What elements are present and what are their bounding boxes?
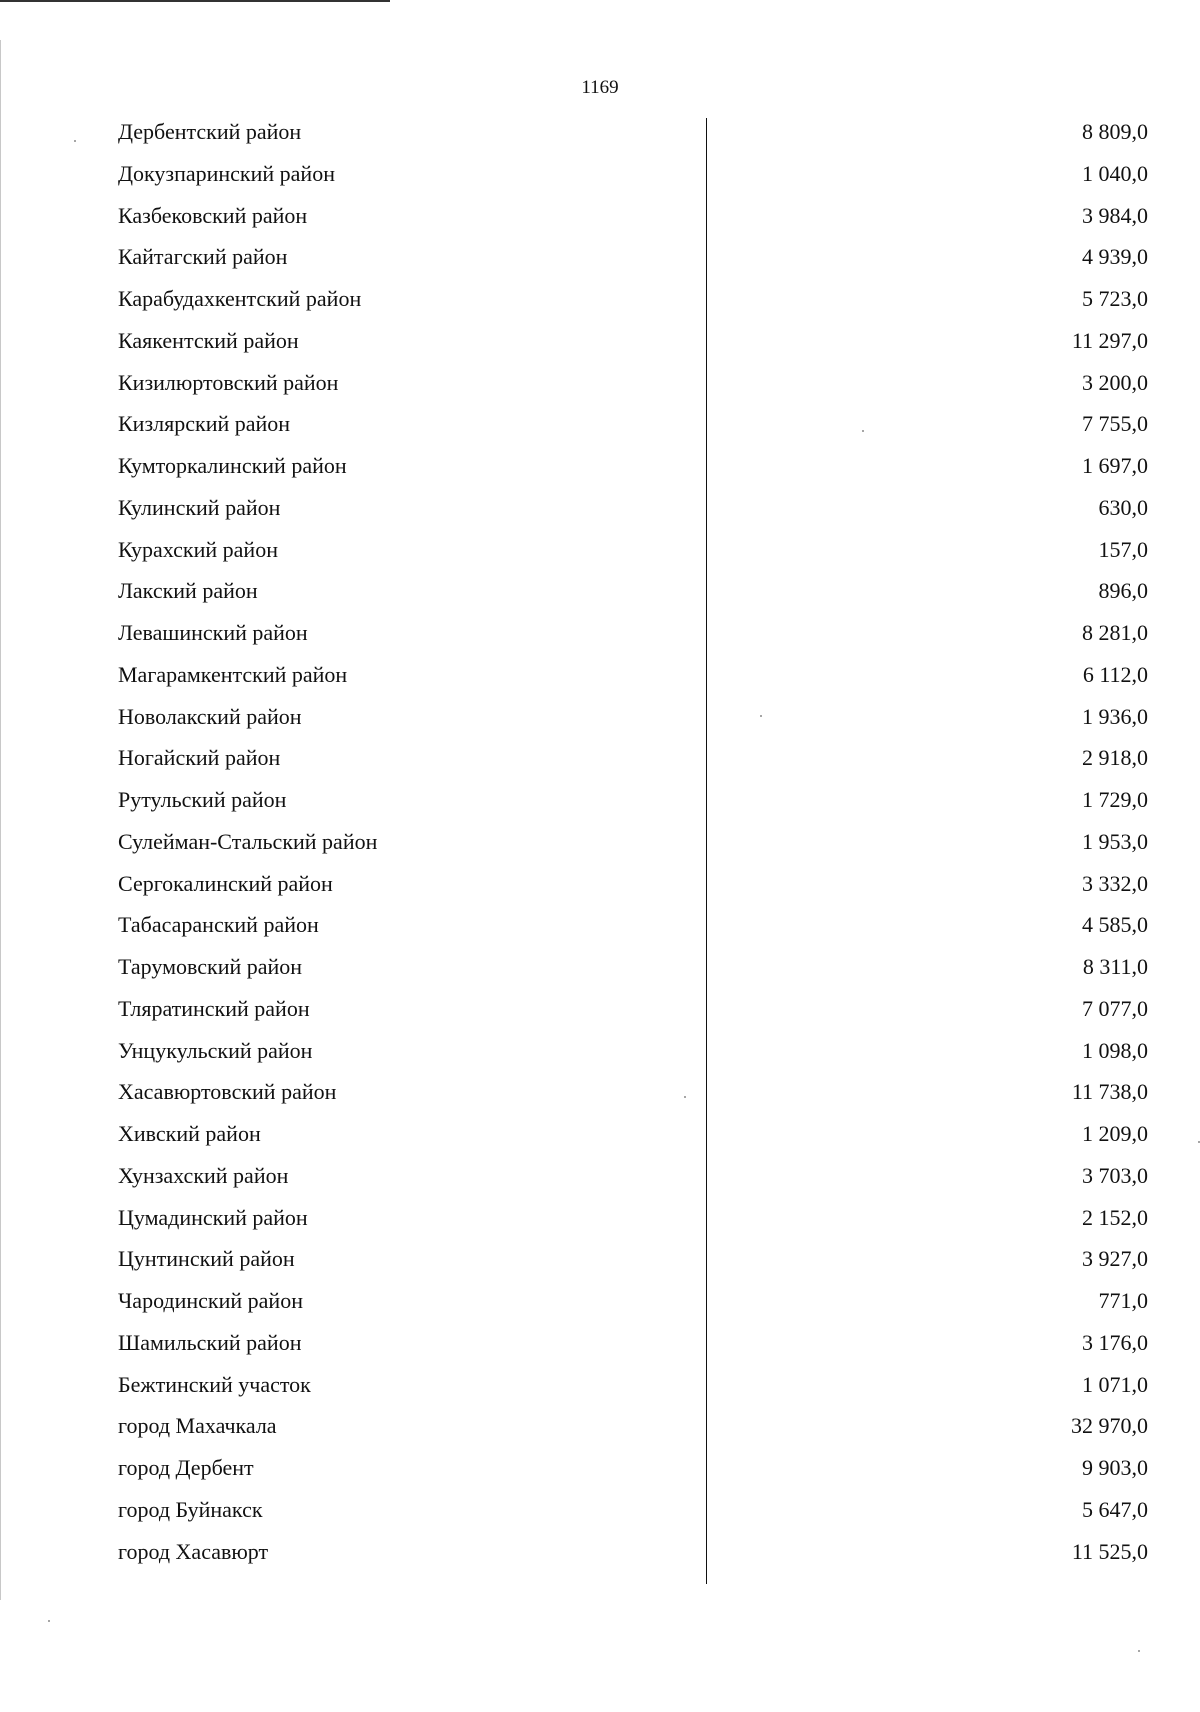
- district-value: 157,0: [1098, 536, 1148, 562]
- page-number: 1169: [581, 77, 619, 98]
- district-name: Каякентский район: [118, 327, 299, 353]
- table-row: [118, 619, 1148, 661]
- district-value: 5 647,0: [1082, 1496, 1148, 1522]
- district-value: 1 098,0: [1082, 1037, 1148, 1063]
- district-name: Рутульский район: [118, 787, 287, 812]
- table-row: [118, 1245, 1148, 1287]
- district-name: город Махачкала: [118, 1413, 277, 1439]
- district-name: город Хасавюрт: [118, 1538, 269, 1564]
- district-name: Цунтинский район: [118, 1246, 295, 1272]
- district-value: 1 209,0: [1082, 1121, 1148, 1146]
- district-name: Чародинский район: [118, 1288, 303, 1313]
- table-row: [118, 327, 1148, 369]
- table-row: [118, 870, 1148, 912]
- district-name: Кулинский район: [118, 494, 281, 520]
- district-name: Лакский район: [118, 578, 258, 604]
- district-value: 8 281,0: [1082, 620, 1148, 645]
- district-value: 2 918,0: [1082, 745, 1148, 771]
- table-row: [118, 1496, 1148, 1538]
- table-row: [118, 786, 1148, 828]
- district-name: Карабудахкентский район: [118, 286, 362, 311]
- district-value: 3 927,0: [1082, 1246, 1148, 1272]
- table-row: [118, 369, 1148, 411]
- district-name: Табасаранский район: [118, 912, 319, 938]
- table-row: [118, 285, 1148, 327]
- district-value: 9 903,0: [1082, 1455, 1148, 1480]
- district-name: Сергокалинский район: [118, 870, 333, 896]
- district-value: 4 939,0: [1082, 244, 1148, 270]
- table-row: [118, 995, 1148, 1037]
- scan-edge-top: [0, 0, 390, 2]
- table-row: [118, 911, 1148, 953]
- district-value: 3 332,0: [1082, 870, 1148, 896]
- table-row: [118, 1412, 1148, 1454]
- scan-edge-left: [0, 40, 1, 1600]
- district-value: 3 984,0: [1082, 202, 1148, 228]
- district-name: Курахский район: [118, 536, 278, 562]
- district-value: 11 738,0: [1071, 1079, 1148, 1105]
- table-row: [118, 577, 1148, 619]
- scan-speck: [760, 715, 762, 717]
- district-value: 896,0: [1098, 578, 1148, 604]
- table-row: [118, 828, 1148, 870]
- district-name: Ногайский район: [118, 745, 281, 771]
- district-value: 3 176,0: [1082, 1329, 1148, 1355]
- district-name: Дербентский район: [118, 119, 302, 144]
- table-row: [118, 1538, 1148, 1580]
- scan-speck: [74, 140, 76, 142]
- district-name: Тляратинский район: [118, 995, 310, 1021]
- table-row: [118, 703, 1148, 745]
- scan-speck: [48, 1620, 50, 1622]
- district-name: Новолакский район: [118, 703, 302, 729]
- district-name: Докузпаринский район: [118, 160, 335, 186]
- table-row: [118, 661, 1148, 703]
- table-row: [118, 536, 1148, 578]
- table-row: [118, 1287, 1148, 1329]
- district-value: 1 071,0: [1082, 1371, 1148, 1397]
- scan-speck: [862, 430, 864, 432]
- district-value: 1 936,0: [1082, 703, 1148, 729]
- district-name: Хасавюртовский район: [118, 1079, 337, 1105]
- district-value: 7 077,0: [1082, 995, 1148, 1021]
- table-row: [118, 452, 1148, 494]
- district-name: Цумадинский район: [118, 1204, 308, 1230]
- district-value: 1 953,0: [1082, 828, 1148, 854]
- table-row: [118, 243, 1148, 285]
- table-row: [118, 1078, 1148, 1120]
- district-name: Магарамкентский район: [118, 661, 348, 687]
- table-row: [118, 744, 1148, 786]
- table-row: [118, 953, 1148, 995]
- district-value: 3 703,0: [1082, 1162, 1148, 1188]
- district-value: 630,0: [1098, 494, 1148, 520]
- district-value: 32 970,0: [1071, 1413, 1148, 1439]
- district-value: 11 297,0: [1071, 327, 1148, 353]
- table-row: [118, 1162, 1148, 1204]
- district-name: Хунзахский район: [118, 1162, 289, 1188]
- district-value: 7 755,0: [1082, 411, 1148, 437]
- district-value: 1 729,0: [1082, 787, 1148, 812]
- table-row: [118, 1120, 1148, 1162]
- allocation-table: [118, 118, 1148, 1579]
- table-row: [118, 1371, 1148, 1413]
- table-row: [118, 160, 1148, 202]
- district-name: город Буйнакск: [118, 1496, 263, 1522]
- district-name: город Дербент: [118, 1455, 254, 1480]
- table-row: [118, 1454, 1148, 1496]
- table-row: [118, 202, 1148, 244]
- district-name: Бежтинский участок: [118, 1371, 311, 1397]
- district-value: 11 525,0: [1071, 1538, 1148, 1564]
- district-name: Левашинский район: [118, 620, 308, 645]
- district-value: 6 112,0: [1082, 661, 1148, 687]
- district-value: 1 697,0: [1082, 453, 1148, 478]
- scan-speck: [1138, 1650, 1140, 1652]
- district-name: Унцукульский район: [118, 1037, 313, 1063]
- district-value: 2 152,0: [1082, 1204, 1148, 1230]
- district-value: 771,0: [1098, 1288, 1148, 1313]
- district-name: Сулейман-Стальский район: [118, 828, 378, 854]
- district-value: 4 585,0: [1082, 912, 1148, 938]
- table-row: [118, 410, 1148, 452]
- district-value: 8 311,0: [1082, 954, 1148, 979]
- district-name: Кайтагский район: [118, 244, 288, 270]
- district-value: 8 809,0: [1082, 119, 1148, 144]
- district-value: 1 040,0: [1082, 160, 1148, 186]
- scan-speck: [684, 1096, 686, 1098]
- district-value: 3 200,0: [1082, 369, 1148, 395]
- district-name: Кизлярский район: [118, 411, 291, 437]
- district-name: Кизилюртовский район: [118, 369, 339, 395]
- table-row: [118, 1329, 1148, 1371]
- table-row: [118, 118, 1148, 160]
- table-row: [118, 1037, 1148, 1079]
- table-row: [118, 1204, 1148, 1246]
- district-name: Казбековский район: [118, 202, 308, 228]
- district-name: Тарумовский район: [118, 954, 303, 979]
- district-name: Кумторкалинский район: [118, 453, 347, 478]
- district-value: 5 723,0: [1082, 286, 1148, 311]
- district-name: Хивский район: [118, 1121, 261, 1146]
- district-name: Шамильский район: [118, 1329, 302, 1355]
- table-row: [118, 494, 1148, 536]
